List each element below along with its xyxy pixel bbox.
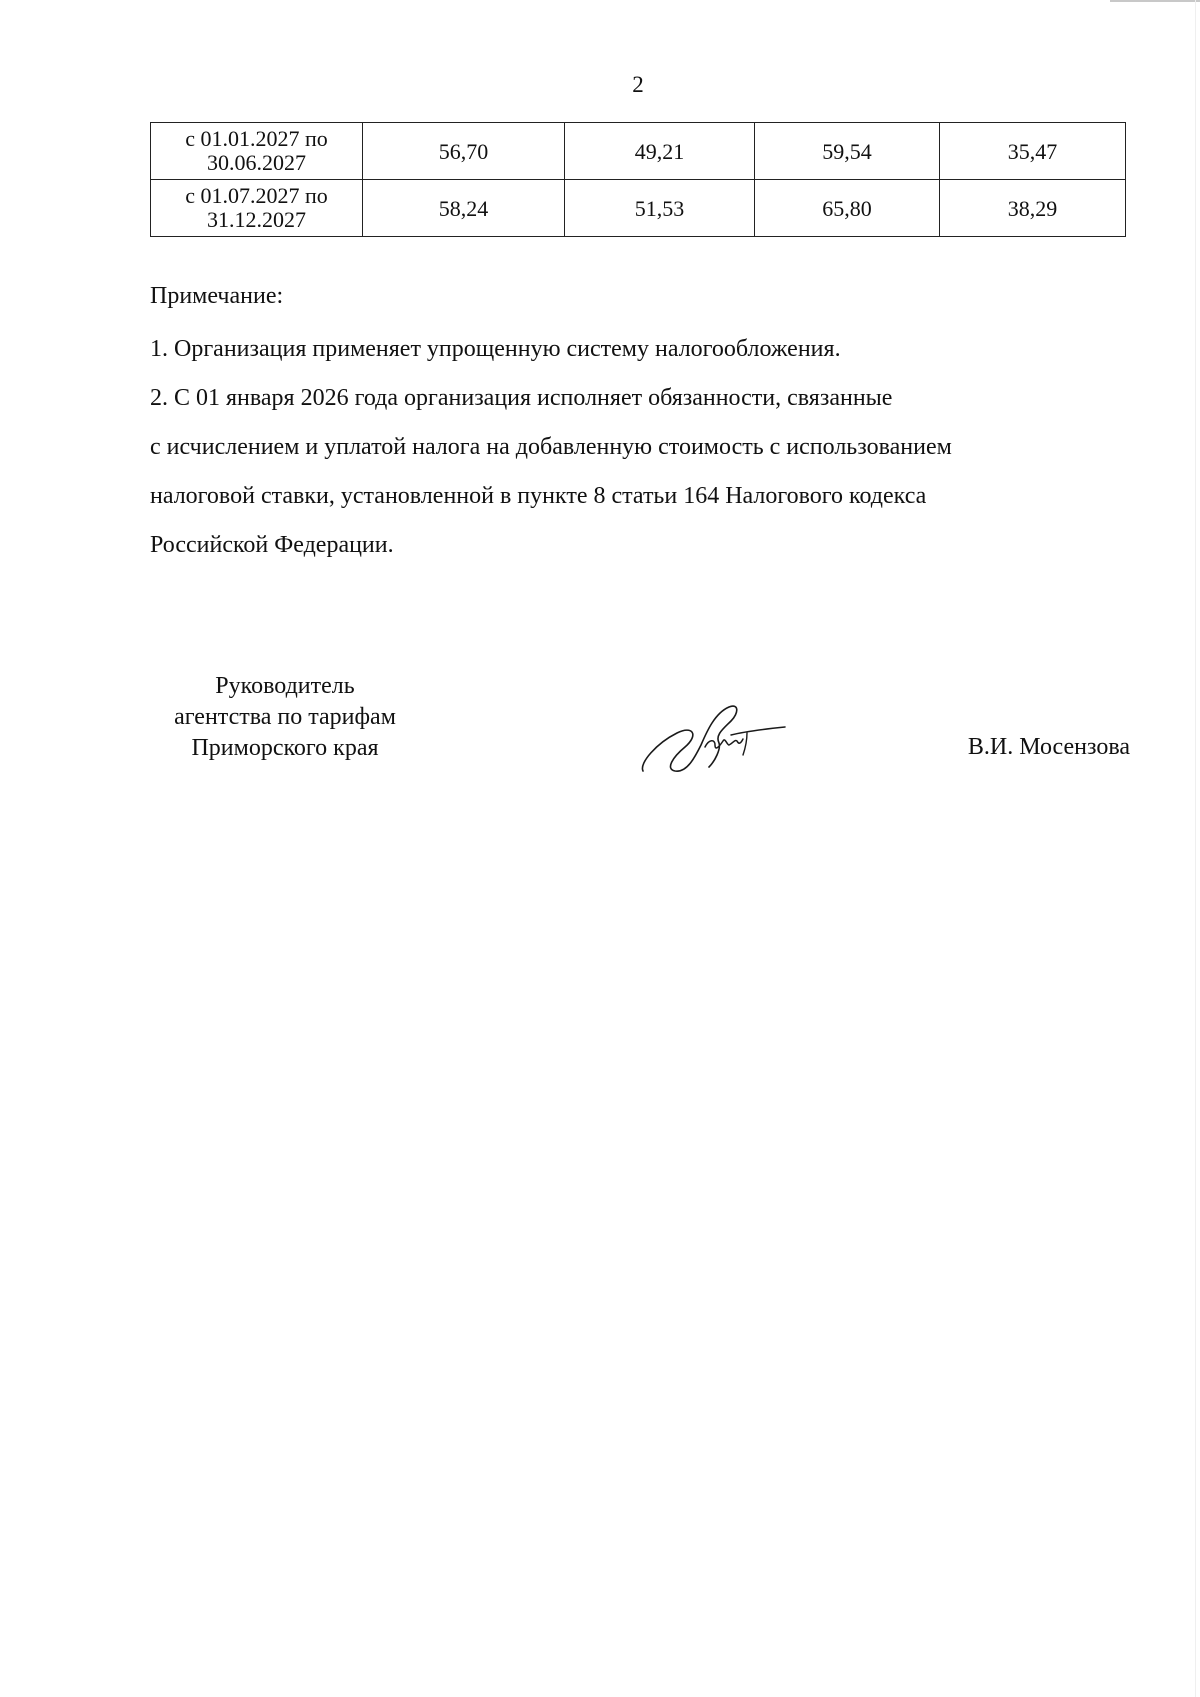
notes-section [150,276,1126,570]
scan-edge-line [1195,0,1196,1697]
signature-block [140,671,1130,791]
table-row [151,123,1126,180]
period-start: с 01.01.2027 по [185,126,328,151]
period-start: с 01.07.2027 по [185,183,328,208]
note-item-2-line: налоговой ставки, установленной в пункте 8 статьи 164 Налогового кодекса [150,483,927,509]
page-number: 2 [632,72,644,97]
signer-name: В.И. Мосензова [967,734,1130,760]
scan-edge-mark [1110,0,1200,2]
note-item-2-line: с исчислением и уплатой налога на добавленную стоимость с использованием [150,434,952,460]
period-end: 31.12.2027 [207,207,306,232]
note-item-2-line: 2. С 01 января 2026 года организация исполняет обязанности, связанные [150,385,893,411]
signer-title-line: Приморского края [191,735,379,761]
period-end: 30.06.2027 [207,150,306,175]
period-cell [151,180,363,237]
value-cell: 58,24 [363,180,565,237]
value-cell: 35,47 [940,123,1126,180]
tariff-table [150,122,1126,237]
value-cell: 49,21 [565,123,755,180]
signer-title-line: Руководитель [215,673,355,699]
value-cell: 59,54 [755,123,940,180]
value-cell: 38,29 [940,180,1126,237]
note-item-2-line: Российской Федерации. [150,532,394,558]
value-cell: 65,80 [755,180,940,237]
table-row [151,180,1126,237]
signer-title-line: агентства по тарифам [174,704,396,730]
note-item-1: 1. Организация применяет упрощенную систему налогообложения. [150,336,841,362]
notes-heading: Примечание: [150,283,284,309]
period-cell [151,123,363,180]
value-cell: 56,70 [363,123,565,180]
signer-title [140,671,430,764]
handwritten-signature [635,685,795,785]
value-cell: 51,53 [565,180,755,237]
